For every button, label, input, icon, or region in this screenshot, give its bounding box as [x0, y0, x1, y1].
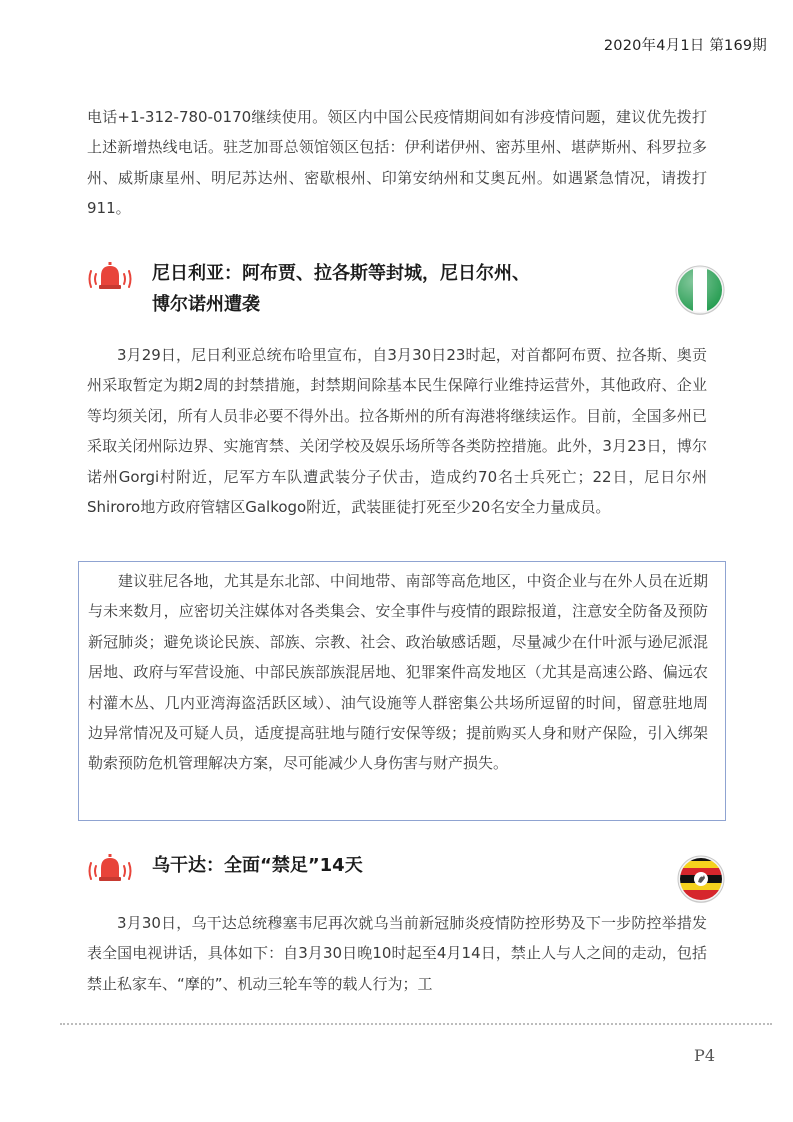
uganda-title: 乌干达：全面“禁足”14天	[152, 855, 363, 876]
nigeria-title-line2: 博尔诺州遭袭	[152, 294, 260, 315]
page-number: P4	[694, 1046, 715, 1065]
alarm-icon	[88, 260, 132, 290]
nigeria-title	[152, 258, 622, 320]
advice-paragraph: 建议驻尼各地，尤其是东北部、中间地带、南部等高危地区，中资企业与在外人员在近期与未来数月，应密切关注媒体对各类集会、安全事件与疫情的跟踪报道，注意安全防备及预防新冠肺炎；避免谈论民族、部族、宗教、社会、政治敏感话题，尽量减少在什叶派与逊尼派混居地、政府与军营设施、中部民族部族混居地、犯罪案件高发地区（尤其是高速公路、偏远农村灌木丛、几内亚湾海盗活跃区域）、油气设施等人群密集公共场所逗留的时间，留意驻地周边异常情况及可疑人员，适度提高驻地与随行安保等级；提前购买人身和财产保险，引入绑架勒索预防危机管理解决方案，尽可能减少人身伤害与财产损失。	[88, 572, 708, 773]
issue-header: 2020年4月1日 第169期	[603, 38, 767, 54]
alarm-icon	[88, 852, 132, 882]
nigeria-flag-icon	[674, 264, 726, 316]
uganda-flag-icon	[676, 854, 726, 904]
footer-divider	[60, 1023, 772, 1025]
advice-box	[78, 561, 726, 821]
continuation-paragraph: 电话+1-312-780-0170继续使用。领区内中国公民疫情期间如有涉疫情问题，建议优先拨打上述新增热线电话。驻芝加哥总领馆领区包括：伊利诺伊州、密苏里州、堪萨斯州、科罗拉多州、威斯康星州、明尼苏达州、密歇根州、印第安纳州和艾奥瓦州。如遇紧急情况，请拨打911。	[87, 108, 707, 218]
nigeria-title-line1: 尼日利亚：阿布贾、拉各斯等封城，尼日尔州、	[152, 263, 530, 284]
nigeria-section-heading	[88, 258, 728, 328]
uganda-paragraph: 3月30日，乌干达总统穆塞韦尼再次就乌当前新冠肺炎疫情防控形势及下一步防控举措发表全国电视讲话，具体如下：自3月30日晚10时起至4月14日，禁止人与人之间的走动，包括禁止私家车、“摩的”、机动三轮车等的载人行为；工	[87, 914, 707, 993]
nigeria-paragraph: 3月29日，尼日利亚总统布哈里宣布，自3月30日23时起，对首都阿布贾、拉各斯、奥贡州采取暂定为期2周的封禁措施，封禁期间除基本民生保障行业维持运营外，其他政府、企业等均须关闭，所有人员非必要不得外出。拉各斯州的所有海港将继续运作。目前，全国多州已采取关闭州际边界、实施宵禁、关闭学校及娱乐场所等各类防控措施。此外，3月23日，博尔诺州Gorgi村附近，尼军方车队遭武装分子伏击，造成约70名士兵死亡；22日，尼日尔州Shiroro地方政府管辖区Galkogo附近，武装匪徒打死至少20名安全力量成员。	[87, 346, 707, 517]
